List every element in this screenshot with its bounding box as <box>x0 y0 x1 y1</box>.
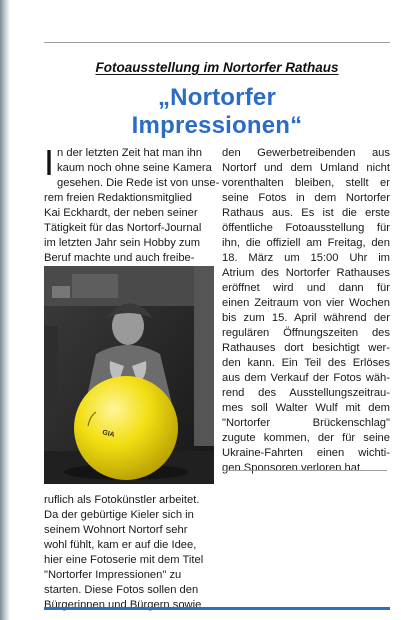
body-line: den kann. Ein Teil des Erlöses <box>222 357 390 369</box>
body-line: rem freien Redaktionsmitglied <box>44 192 192 204</box>
body-line: seine Fotos in dem Nortorfer <box>222 192 390 204</box>
top-rule <box>44 42 390 43</box>
body-line: bis zum 15. April während der <box>222 312 390 324</box>
body-line: regulären Öffnungszeiten des <box>222 327 390 339</box>
body-line: n der letzten Zeit hat man ihn <box>57 147 202 159</box>
ball-label: GIA <box>101 429 116 439</box>
body-line: Ukraine-Fahrten einen wichti- <box>222 447 390 459</box>
headline-line-2: Impressionen“ <box>131 112 303 139</box>
photo-illustration <box>44 266 214 484</box>
left-column-bottom <box>44 493 214 613</box>
body-line: einen Zeitraum von vier Wochen <box>222 297 390 309</box>
body-line: "Nortorfer Brückenschlag" <box>222 417 390 429</box>
page-binding-edge <box>0 0 10 620</box>
body-line: gesehen. Die Rede ist von unse- <box>57 177 220 189</box>
bottom-accent-rule <box>44 607 390 610</box>
left-wall <box>44 326 58 406</box>
body-line: Bürgerinnen und Bürgern sowie <box>44 599 202 611</box>
body-line: ruflich als Fotokünstler arbeitet. <box>44 494 200 506</box>
body-line: vorenthalten bleiben, stellt er <box>222 177 390 189</box>
body-line: starten. Diese Fotos sollen den <box>44 584 199 596</box>
body-line: 18. März um 15:00 Uhr im <box>222 252 390 264</box>
yellow-ball <box>74 376 178 480</box>
body-line: eröffnet wird und dann für <box>222 282 390 294</box>
article-photo <box>44 266 214 484</box>
headline-line-1: „Nortorfer <box>157 84 276 111</box>
body-line: wohl fühlt, kam er auf die Idee, <box>44 539 197 551</box>
body-line: Atrium des Nortorfer Rathauses <box>222 267 390 279</box>
right-column <box>222 146 390 476</box>
body-line: zugute kommen, der für seine <box>222 432 390 444</box>
body-line: Beruf machte und auch freibe- <box>44 252 195 264</box>
body-line: hier eine Fotoserie mit dem Titel <box>44 554 204 566</box>
body-line: Da der gebürtige Kieler sich in <box>44 509 194 521</box>
wall-shelf <box>72 274 118 298</box>
body-line: den Gewerbetreibenden aus <box>222 147 390 159</box>
body-line: im letzten Jahr sein Hobby zum <box>44 237 201 249</box>
body-line: Rathauses dort besichtigt wer- <box>222 342 390 354</box>
body-line: Rathaus aus. Es ist die erste <box>222 207 390 219</box>
body-line: rend des Ausstellungszeitrau- <box>222 387 390 399</box>
body-line: kaum noch ohne seine Kamera <box>57 162 212 174</box>
left-column-top <box>44 142 220 266</box>
body-line: seinem Wohnort Nortorf sehr <box>44 524 188 536</box>
body-line: ihn, die offiziell am Freitag, den <box>222 237 390 249</box>
drop-cap: I <box>44 142 55 183</box>
wall-post <box>194 266 214 446</box>
body-line: gen Sponsoren verloren hat. <box>222 462 364 474</box>
body-line: öffentliche Fotoausstellung für <box>222 222 390 234</box>
body-line: Nortorf und dem Umland nicht <box>222 162 390 174</box>
body-line: Kai Eckhardt, der neben seiner <box>44 207 198 219</box>
wall-frame <box>52 286 70 298</box>
body-line: aus dem Verkauf der Fotos wäh- <box>222 372 390 384</box>
body-line: mes soll Walter Wulf mit dem <box>222 402 390 414</box>
article-kicker: Fotoausstellung im Nortorfer Rathaus <box>95 60 339 75</box>
body-line: Tätigkeit für das Nortorf-Journal <box>44 222 202 234</box>
body-line: "Nortorfer Impressionen" zu <box>44 569 182 581</box>
column-end-rule <box>222 470 387 471</box>
article-headline <box>44 84 390 140</box>
